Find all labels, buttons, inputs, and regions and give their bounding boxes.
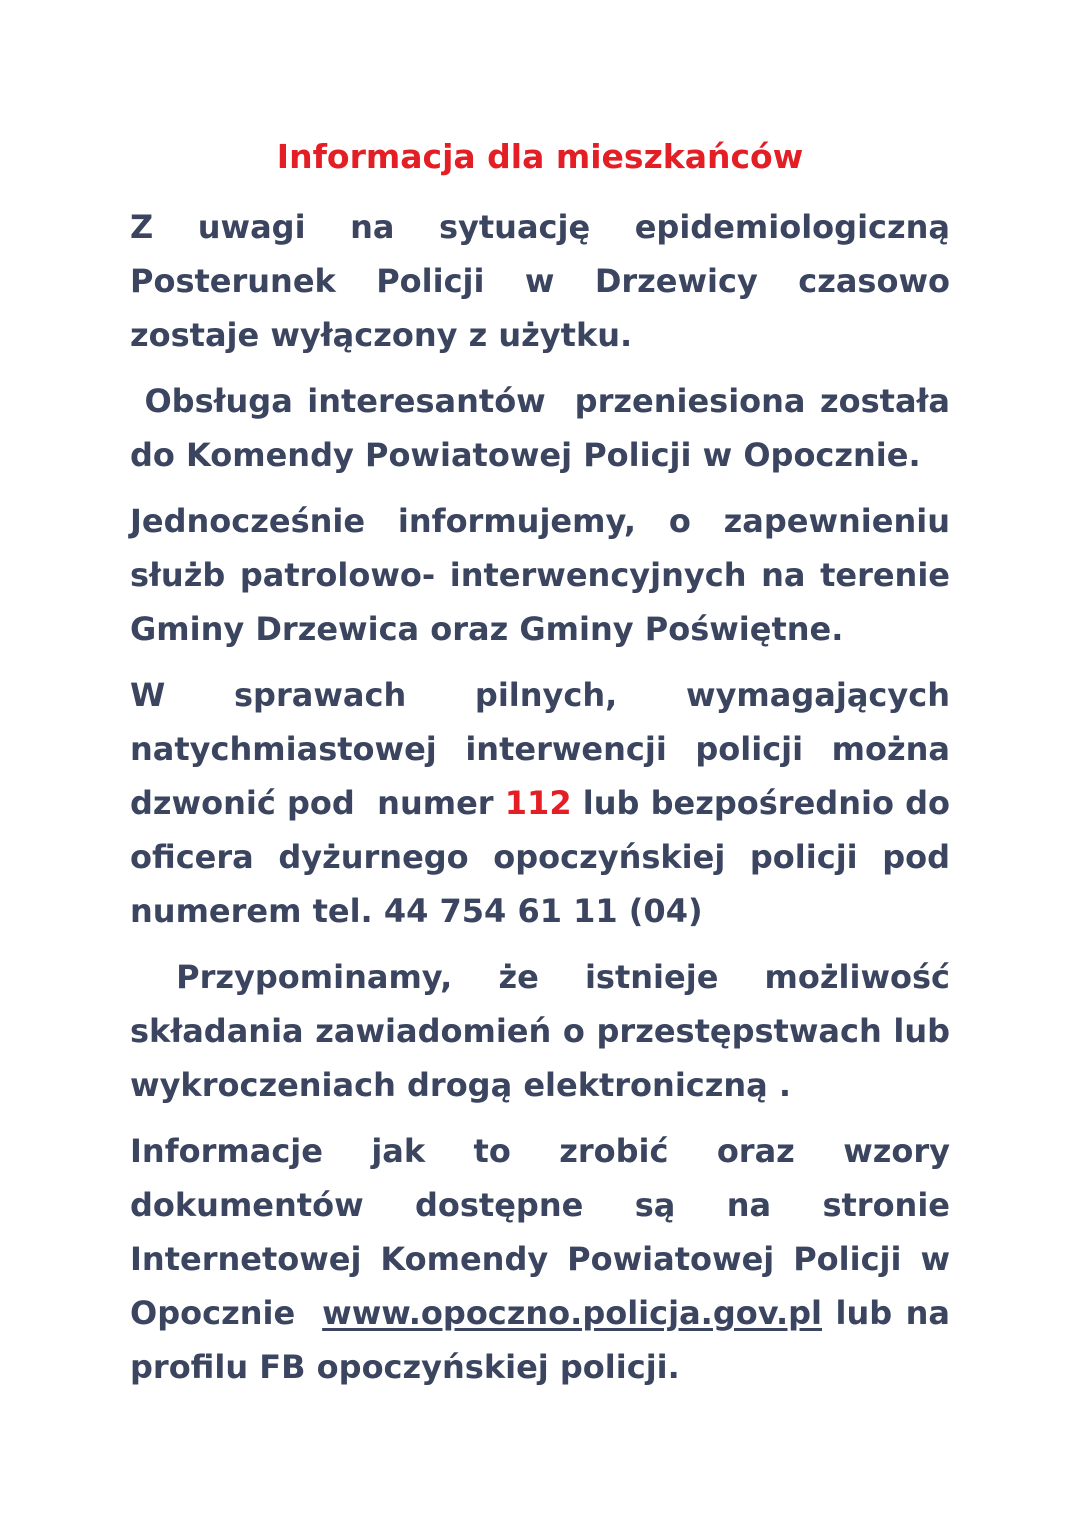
paragraph-emergency-contact [130, 668, 962, 938]
paragraph-website-info [130, 1124, 962, 1394]
page-title: Informacja dla mieszkańców [276, 137, 804, 176]
emergency-text-before: W sprawach pilnych, wymagających natychmiastowej interwencji policji można dzwonić pod numer [130, 676, 962, 822]
document-body [130, 200, 962, 1406]
website-text-after: lub na profilu FB opoczyńskiej policji. [130, 1294, 951, 1386]
website-text-before: Informacje jak to zrobić oraz wzory dokumentów dostępne są na stronie Internetowej Komendy Powiatowej Policji w Opocznie [130, 1132, 962, 1332]
paragraph-electronic-reports: Przypominamy, że istnieje możliwość składania zawiadomień o przestępstwach lub wykroczeniach drogą elektroniczną . [130, 958, 962, 1104]
emergency-number: 112 [504, 784, 572, 822]
paragraph-closure-notice: Z uwagi na sytuację epidemiologiczną Posterunek Policji w Drzewicy czasowo zostaje wyłączony z użytku. [130, 208, 950, 354]
paragraph-service-relocation: Obsługa interesantów przeniesiona została do Komendy Powiatowej Policji w Opocznie. [130, 382, 962, 474]
emergency-text-after: lub bezpośrednio do oficera dyżurnego opoczyńskiej policji pod numerem tel. 44 754 61 11 (04) [130, 784, 951, 930]
police-website-link[interactable]: www.opoczno.policja.gov.pl [322, 1294, 822, 1332]
paragraph-patrol-info: Jednocześnie informujemy, o zapewnieniu służb patrolowo- interwencyjnych na terenie Gminy Drzewica oraz Gminy Poświętne. [130, 502, 950, 648]
